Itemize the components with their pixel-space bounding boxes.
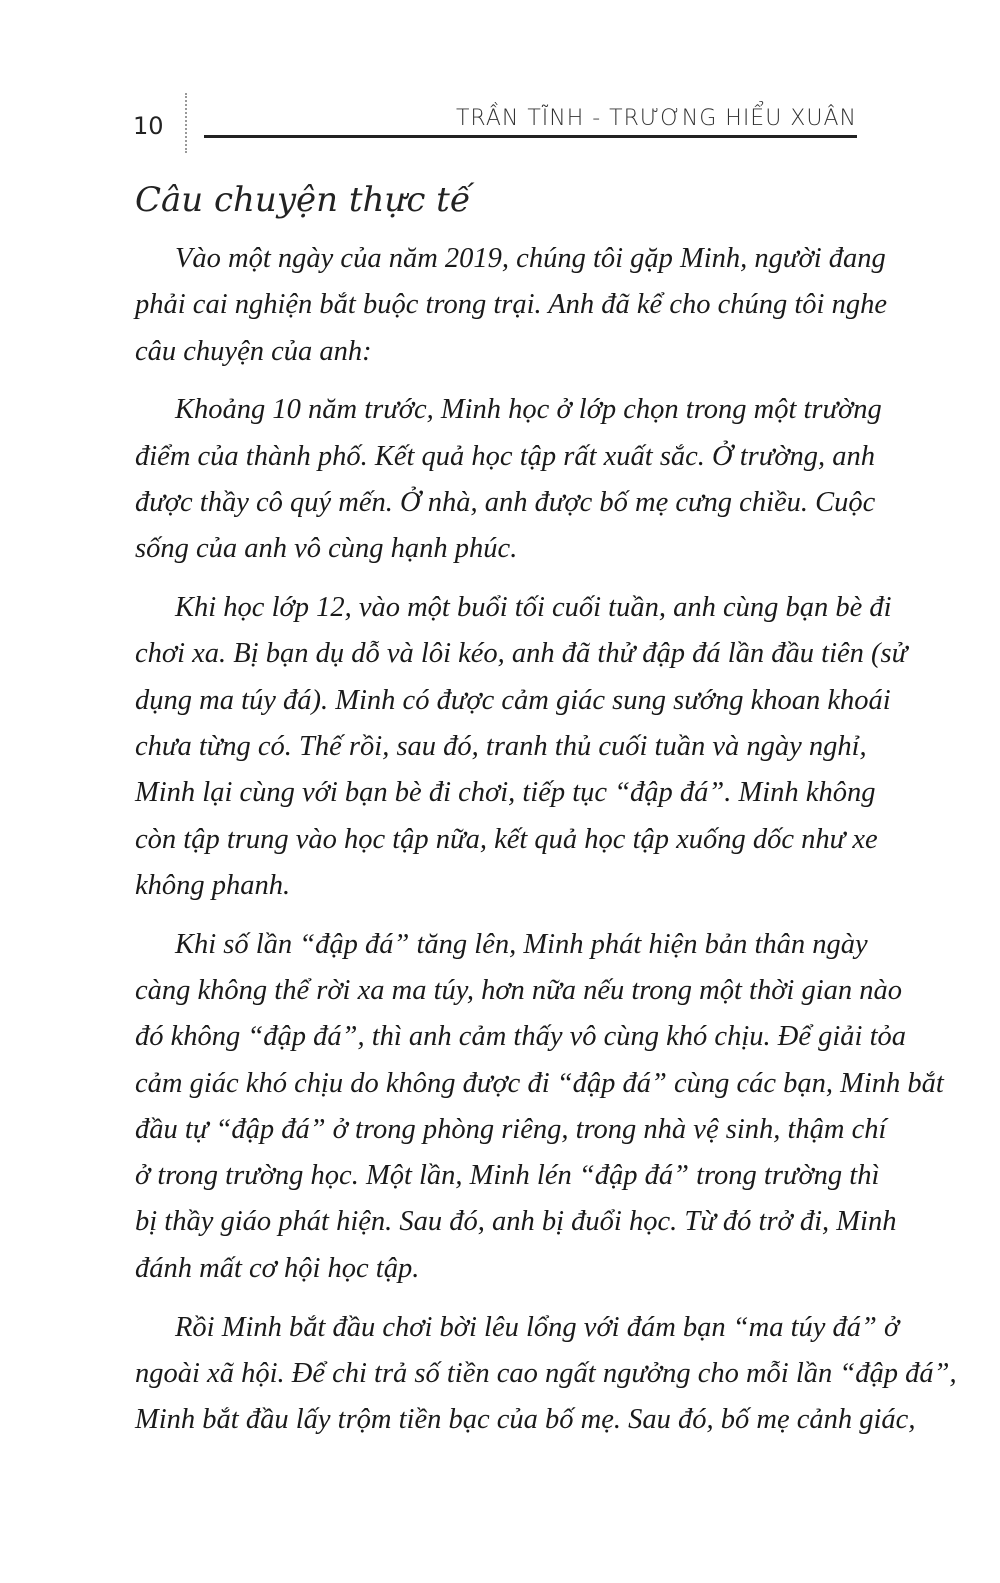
section-title: Câu chuyện thực tế <box>135 180 471 220</box>
text-line: Khi số lần “đập đá” tăng lên, Minh phát hiện bản thân ngày <box>175 928 868 960</box>
text-line: đầu tự “đập đá” ở trong phòng riêng, trong nhà vệ sinh, thậm chí <box>135 1113 887 1145</box>
paragraph <box>135 585 908 909</box>
text-line: đánh mất cơ hội học tập. <box>135 1252 420 1284</box>
text-line: ở trong trường học. Một lần, Minh lén “đập đá” trong trường thì <box>135 1160 880 1192</box>
text-line: không phanh. <box>135 869 291 901</box>
paragraph <box>135 1305 957 1444</box>
text-line: Vào một ngày của năm 2019, chúng tôi gặp Minh, người đang <box>175 243 886 274</box>
text-line: bị thầy giáo phát hiện. Sau đó, anh bị đuổi học. Từ đó trở đi, Minh <box>135 1206 897 1238</box>
paragraph <box>135 922 944 1292</box>
text-line: được thầy cô quý mến. Ở nhà, anh được bố mẹ cưng chiều. Cuộc <box>135 486 876 518</box>
text-line: điểm của thành phố. Kết quả học tập rất xuất sắc. Ở trường, anh <box>135 440 876 472</box>
text-line: còn tập trung vào học tập nữa, kết quả học tập xuống dốc như xe <box>135 823 878 855</box>
text-line: chơi xa. Bị bạn dụ dỗ và lôi kéo, anh đã thử đập đá lần đầu tiên (sử <box>135 638 908 670</box>
text-line: dụng ma túy đá). Minh có được cảm giác sung sướng khoan khoái <box>135 684 891 716</box>
text-line: Minh lại cùng với bạn bè đi chơi, tiếp tục “đập đá”. Minh không <box>135 777 876 809</box>
text-line: phải cai nghiện bắt buộc trong trại. Anh đã kể cho chúng tôi nghe <box>135 289 887 321</box>
text-line: càng không thể rời xa ma túy, hơn nữa nếu trong một thời gian nào <box>135 974 903 1006</box>
running-header: TRẦN TĨNH - TRƯƠNG HIỂU XUÂN <box>455 106 857 131</box>
paragraph <box>135 387 882 572</box>
text-line: đó không “đập đá”, thì anh cảm thấy vô cùng khó chịu. Để giải tỏa <box>135 1021 906 1053</box>
text-line: Rồi Minh bắt đầu chơi bời lêu lổng với đám bạn “ma túy đá” ở <box>175 1311 900 1343</box>
body-text <box>135 236 957 1456</box>
text-line: ngoài xã hội. Để chi trả số tiền cao ngất ngưởng cho mỗi lần “đập đá”, <box>135 1357 957 1389</box>
page-number: 10 <box>133 112 164 140</box>
text-line: Minh bắt đầu lấy trộm tiền bạc của bố mẹ. Sau đó, bố mẹ cảnh giác, <box>135 1404 916 1436</box>
paragraph <box>135 236 887 375</box>
header-vertical-divider <box>185 93 190 153</box>
text-line: Khi học lớp 12, vào một buổi tối cuối tuần, anh cùng bạn bè đi <box>175 592 892 624</box>
text-line: sống của anh vô cùng hạnh phúc. <box>135 533 518 565</box>
text-line: câu chuyện của anh: <box>135 335 372 367</box>
text-line: Khoảng 10 năm trước, Minh học ở lớp chọn trong một trường <box>175 394 882 426</box>
text-line: cảm giác khó chịu do không được đi “đập đá” cùng các bạn, Minh bắt <box>135 1067 944 1099</box>
text-line: chưa từng có. Thế rồi, sau đó, tranh thủ cuối tuần và ngày nghỉ, <box>135 730 867 762</box>
header-rule <box>204 135 857 138</box>
